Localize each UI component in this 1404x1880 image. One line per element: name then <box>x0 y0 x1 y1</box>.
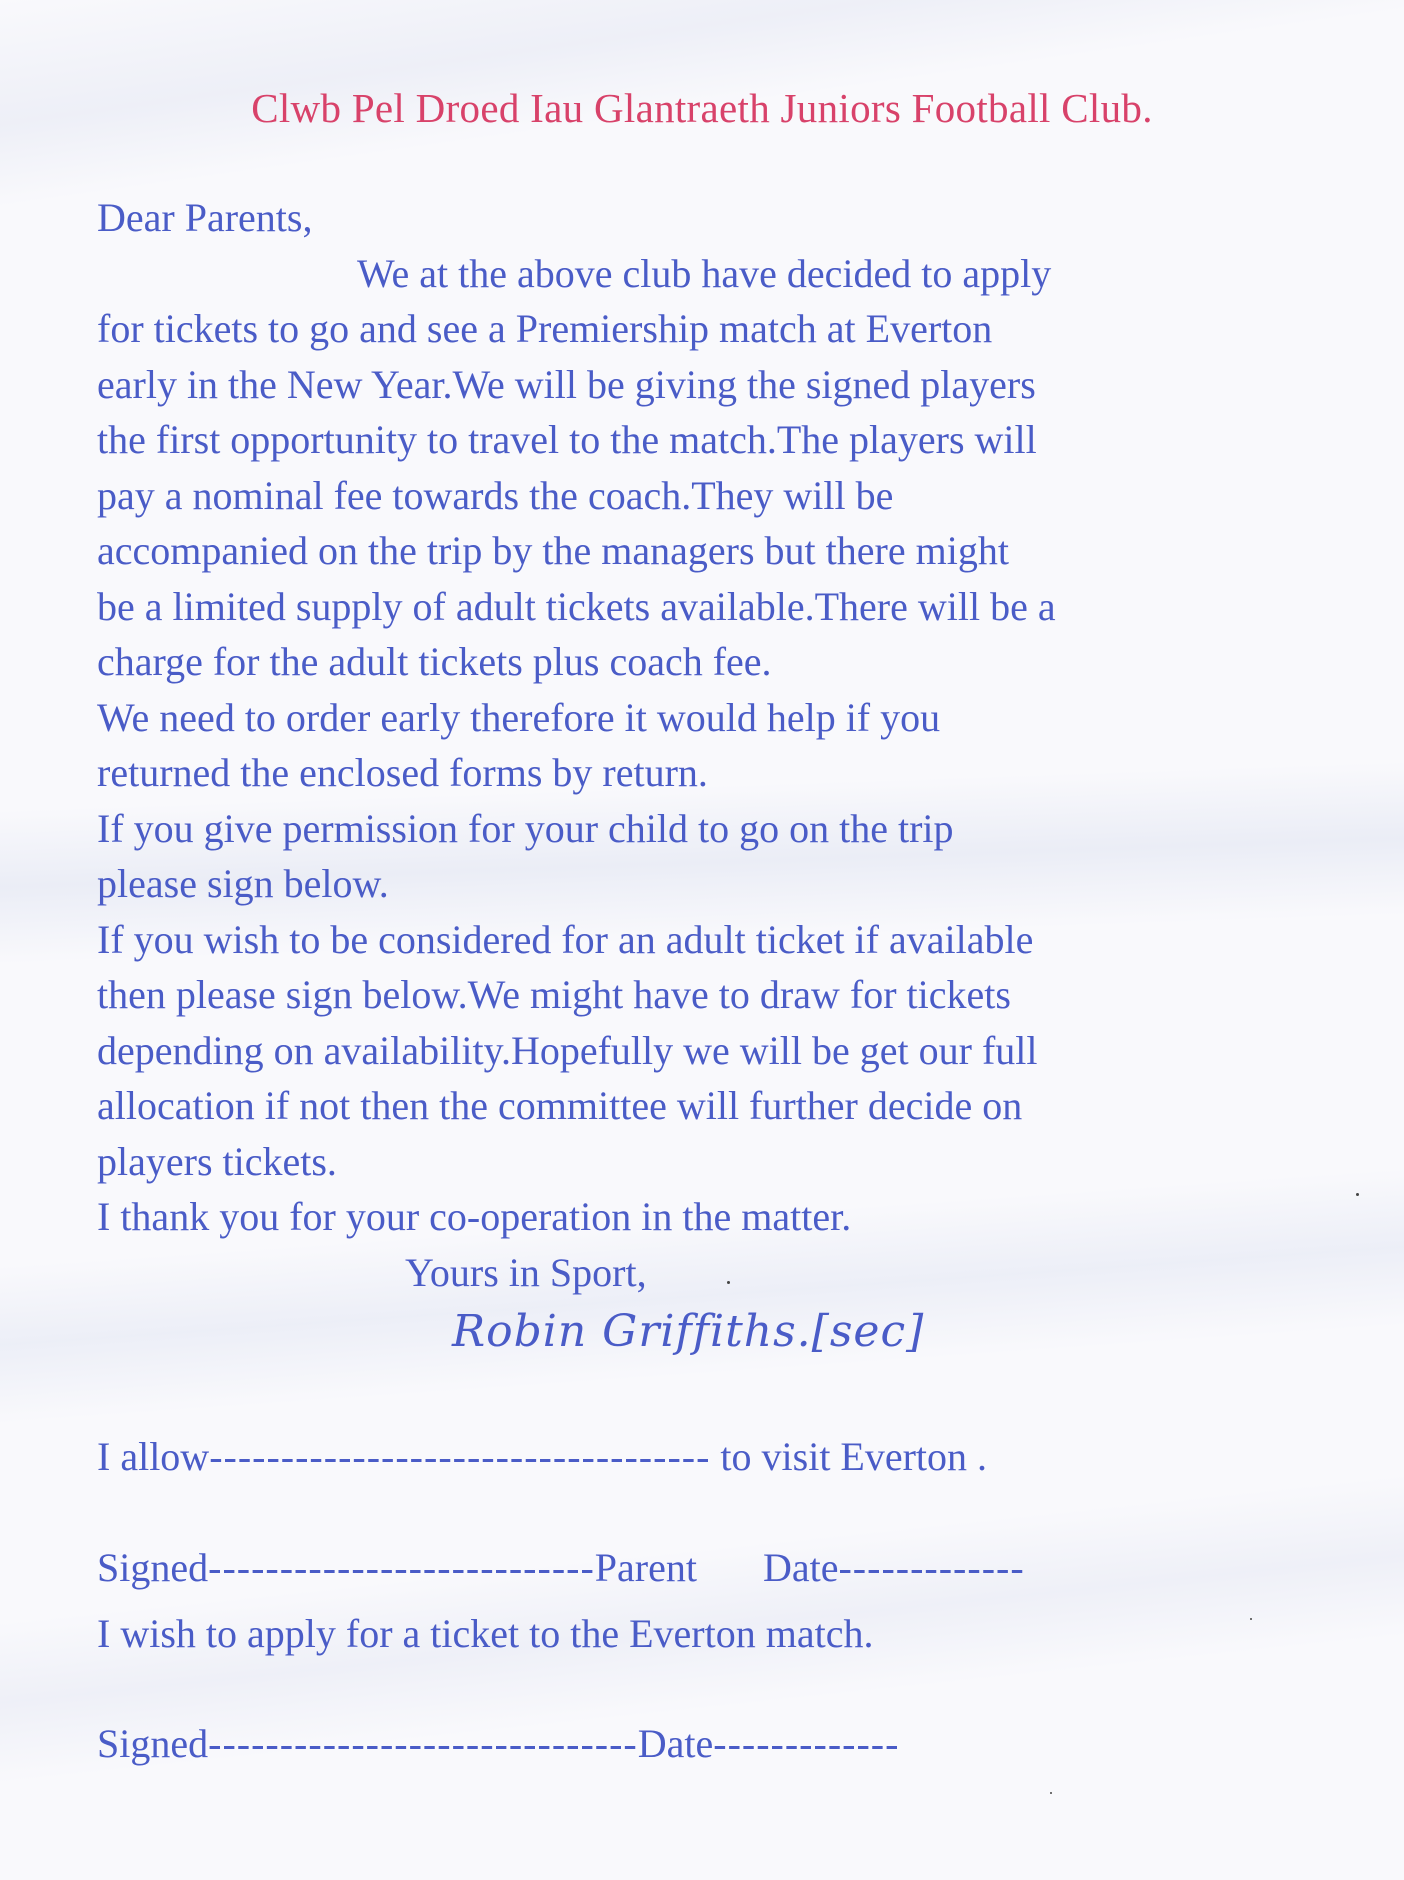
signed-label: Signed <box>97 1721 209 1766</box>
letter-line: If you give permission for your child to go on the trip <box>97 805 954 851</box>
letter-line: depending on availability.Hopefully we will be get our full <box>97 1027 1038 1073</box>
parent-signature-line <box>97 1544 1025 1591</box>
allow-label: I allow <box>97 1434 210 1479</box>
date-label: Date <box>762 1545 839 1590</box>
letter-line: accompanied on the trip by the managers but there might <box>97 528 1009 573</box>
paper-speck <box>1050 1792 1052 1794</box>
apply-statement: I wish to apply for a ticket to the Everton match. <box>97 1611 874 1656</box>
letter-line: We need to order early therefore it would help if you <box>97 694 941 740</box>
letter-line: the first opportunity to travel to the match.The players will <box>97 417 1037 462</box>
letter-line: We at the above club have decided to apply <box>357 250 1052 296</box>
closing: Yours in Sport, <box>405 1249 647 1295</box>
letter-line: I thank you for your co-operation in the matter. <box>97 1194 852 1239</box>
letter-line: If you wish to be considered for an adult ticket if available <box>97 916 1034 962</box>
allow-blank[interactable]: ----------------------------------- <box>209 1434 711 1479</box>
allow-line <box>97 1433 987 1480</box>
parent-date-blank[interactable]: ------------- <box>838 1545 1025 1590</box>
applicant-signature-blank[interactable]: ------------------------------ <box>208 1721 638 1766</box>
paper-speck <box>1250 1618 1252 1620</box>
letter-line: returned the enclosed forms by return. <box>97 750 708 795</box>
parent-signature-blank[interactable]: --------------------------- <box>208 1545 595 1590</box>
signature: Robin Griffiths.[sec] <box>452 1306 925 1357</box>
letter-line: please sign below. <box>97 861 389 906</box>
date-label: Date <box>637 1721 714 1766</box>
letter-body <box>97 190 1337 1300</box>
letter-line: early in the New Year.We will be giving the signed players <box>97 361 1036 407</box>
letter-line: allocation if not then the committee will further decide on <box>97 1083 1023 1128</box>
letter-line: be a limited supply of adult tickets available.There will be a <box>97 583 1056 629</box>
paper-speck <box>1356 1193 1359 1196</box>
letter-line: for tickets to go and see a Premiership match at Everton <box>97 306 993 351</box>
salutation: Dear Parents, <box>97 195 313 240</box>
club-heading: Clwb Pel Droed Iau Glantraeth Juniors Football Club. <box>251 85 1153 131</box>
paper-speck <box>727 1281 730 1284</box>
allow-suffix: to visit Everton . <box>720 1434 988 1479</box>
letter-line: charge for the adult tickets plus coach fee. <box>97 639 772 684</box>
letter-line: then please sign below.We might have to draw for tickets <box>97 972 1011 1017</box>
parent-label: Parent <box>594 1545 697 1590</box>
letter-line: pay a nominal fee towards the coach.They will be <box>97 472 894 518</box>
signed-label: Signed <box>97 1545 209 1590</box>
letter-line: players tickets. <box>97 1138 337 1184</box>
applicant-date-blank[interactable]: ------------- <box>713 1721 900 1766</box>
applicant-signature-line <box>97 1720 899 1767</box>
